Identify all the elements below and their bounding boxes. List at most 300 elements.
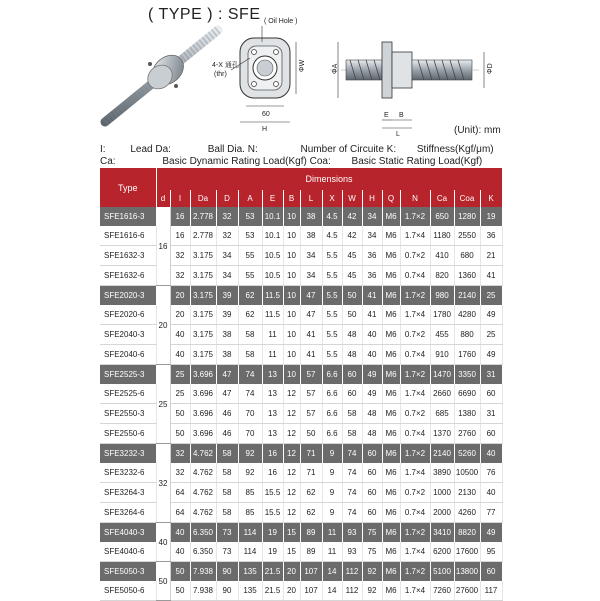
table-cell: M6	[382, 444, 400, 464]
table-cell: 135	[238, 581, 262, 601]
table-cell: 64	[170, 483, 190, 503]
table-cell: M6	[382, 305, 400, 325]
table-cell: 2000	[430, 503, 454, 523]
table-cell: 10	[283, 365, 300, 385]
d-group-cell: 50	[156, 562, 170, 601]
table-cell: M6	[382, 463, 400, 483]
table-cell: 12	[283, 384, 300, 404]
table-cell: 19	[262, 523, 283, 543]
column-header: D	[216, 190, 238, 207]
table-cell: 7.938	[190, 581, 216, 601]
table-cell: 60	[480, 562, 502, 582]
table-row	[100, 523, 502, 543]
table-cell: 49	[480, 523, 502, 543]
table-cell: 25	[480, 325, 502, 345]
table-cell: 34	[362, 226, 382, 246]
table-cell: 1.7×2	[400, 286, 430, 306]
table-cell: 1.7×2	[400, 365, 430, 385]
table-cell: 1.7×4	[400, 384, 430, 404]
type-cell: SFE4040-3	[100, 523, 156, 543]
table-cell: 77	[480, 503, 502, 523]
table-cell: 57	[300, 384, 322, 404]
table-cell: 1.7×4	[400, 463, 430, 483]
product-drawings	[0, 0, 600, 140]
table-cell: 910	[430, 345, 454, 365]
table-cell: 1780	[430, 305, 454, 325]
table-cell: M6	[382, 365, 400, 385]
table-cell: 11	[322, 542, 342, 562]
dimensions-header: Dimensions	[156, 168, 502, 190]
table-cell: 93	[342, 542, 362, 562]
table-cell: 0.7×4	[400, 424, 430, 444]
table-cell: 12	[283, 503, 300, 523]
table-cell: 32	[170, 463, 190, 483]
table-cell: 41	[300, 345, 322, 365]
table-cell: 32	[170, 246, 190, 266]
table-cell: 38	[216, 345, 238, 365]
table-cell: 5.5	[322, 246, 342, 266]
table-cell: 9	[322, 444, 342, 464]
table-cell: 7.938	[190, 562, 216, 582]
table-cell: 47	[216, 365, 238, 385]
table-cell: 2140	[454, 286, 480, 306]
table-cell: 34	[216, 246, 238, 266]
column-header: Q	[382, 190, 400, 207]
table-cell: 20	[283, 581, 300, 601]
table-cell: 53	[238, 207, 262, 226]
table-cell: 49	[362, 365, 382, 385]
table-cell: 71	[300, 444, 322, 464]
table-cell: 2.778	[190, 226, 216, 246]
table-cell: 1.7×4	[400, 581, 430, 601]
dim-e: E	[384, 112, 389, 119]
table-cell: 1.7×2	[400, 562, 430, 582]
table-cell: 57	[300, 404, 322, 424]
table-cell: 20	[170, 305, 190, 325]
table-cell: 2550	[454, 226, 480, 246]
table-cell: 1180	[430, 226, 454, 246]
table-cell: 11	[322, 523, 342, 543]
table-cell: 9	[322, 503, 342, 523]
table-cell: 3.175	[190, 286, 216, 306]
table-cell: 58	[238, 325, 262, 345]
table-cell: 11	[262, 345, 283, 365]
type-cell: SFE5050-3	[100, 562, 156, 582]
d-group-cell: 20	[156, 286, 170, 365]
table-cell: 89	[300, 523, 322, 543]
type-cell: SFE3264-6	[100, 503, 156, 523]
table-cell: 93	[342, 523, 362, 543]
type-cell: SFE3264-3	[100, 483, 156, 503]
table-cell: 11.5	[262, 286, 283, 306]
table-cell: 6.350	[190, 542, 216, 562]
page-title: ( TYPE ) : SFE	[148, 6, 261, 23]
table-cell: 58	[342, 424, 362, 444]
table-cell: 45	[342, 246, 362, 266]
table-cell: 410	[430, 246, 454, 266]
table-cell: 2660	[430, 384, 454, 404]
table-cell: 27600	[454, 581, 480, 601]
table-cell: 6.6	[322, 404, 342, 424]
table-cell: 5.5	[322, 305, 342, 325]
legend-item: Stiffness(Kgf/μm)	[416, 144, 494, 155]
table-cell: 62	[300, 483, 322, 503]
table-cell: 15	[283, 523, 300, 543]
table-cell: 25	[170, 384, 190, 404]
table-cell: 38	[216, 325, 238, 345]
table-cell: 46	[216, 404, 238, 424]
table-cell: 10.5	[262, 266, 283, 286]
table-cell: 34	[300, 246, 322, 266]
table-cell: 6690	[454, 384, 480, 404]
table-cell: M6	[382, 503, 400, 523]
table-cell: 34	[362, 207, 382, 226]
table-cell: 60	[342, 384, 362, 404]
hole-note2-label: (thr)	[214, 71, 227, 78]
table-cell: 32	[216, 226, 238, 246]
table-cell: 48	[362, 404, 382, 424]
table-cell: 3.696	[190, 365, 216, 385]
table-cell: 73	[216, 542, 238, 562]
table-cell: M6	[382, 523, 400, 543]
table-cell: 20	[283, 562, 300, 582]
table-cell: 4260	[454, 503, 480, 523]
table-cell: 12	[283, 444, 300, 464]
column-header: A	[238, 190, 262, 207]
type-cell: SFE2020-3	[100, 286, 156, 306]
type-cell: SFE5050-6	[100, 581, 156, 601]
table-cell: 40	[170, 542, 190, 562]
table-cell: 12	[283, 424, 300, 444]
type-cell: SFE2525-3	[100, 365, 156, 385]
table-cell: 685	[430, 404, 454, 424]
table-cell: 0.7×4	[400, 345, 430, 365]
table-cell: 16	[262, 444, 283, 464]
table-cell: 112	[342, 581, 362, 601]
table-cell: 880	[454, 325, 480, 345]
table-cell: 41	[362, 286, 382, 306]
table-cell: 8820	[454, 523, 480, 543]
table-cell: 34	[216, 266, 238, 286]
table-cell: M6	[382, 542, 400, 562]
table-cell: 58	[216, 444, 238, 464]
table-cell: 92	[362, 562, 382, 582]
table-cell: 1000	[430, 483, 454, 503]
table-cell: 6200	[430, 542, 454, 562]
table-cell: 74	[342, 483, 362, 503]
table-cell: 31	[480, 365, 502, 385]
column-header: I	[170, 190, 190, 207]
legend-line-2	[100, 156, 482, 167]
table-cell: 10	[283, 266, 300, 286]
table-cell: 90	[216, 581, 238, 601]
d-group-cell: 32	[156, 444, 170, 523]
spec-table	[100, 168, 503, 601]
table-cell: 40	[480, 483, 502, 503]
table-cell: 1.7×2	[400, 207, 430, 226]
type-header: Type	[100, 168, 156, 207]
table-cell: M6	[382, 404, 400, 424]
legend-line-1	[100, 144, 494, 155]
table-cell: 980	[430, 286, 454, 306]
table-cell: 39	[216, 286, 238, 306]
table-cell: 55	[238, 266, 262, 286]
table-cell: 85	[238, 483, 262, 503]
legend-item: Ball Dia. N:	[207, 144, 258, 155]
table-cell: 10	[283, 207, 300, 226]
table-cell: M6	[382, 266, 400, 286]
oil-hole-label: ( Oil Hole )	[264, 18, 298, 25]
table-cell: 50	[170, 424, 190, 444]
table-cell: 75	[362, 542, 382, 562]
table-cell: 40	[480, 444, 502, 464]
table-cell: 21.5	[262, 581, 283, 601]
table-cell: 2140	[430, 444, 454, 464]
table-cell: 6.350	[190, 523, 216, 543]
table-cell: 70	[238, 424, 262, 444]
table-cell: 32	[216, 207, 238, 226]
table-cell: 50	[342, 286, 362, 306]
table-cell: 3.175	[190, 325, 216, 345]
table-row	[100, 286, 502, 306]
table-cell: 71	[300, 463, 322, 483]
table-cell: 38	[300, 226, 322, 246]
table-cell: 21.5	[262, 562, 283, 582]
table-cell: 74	[238, 365, 262, 385]
table-cell: 47	[300, 305, 322, 325]
table-cell: M6	[382, 562, 400, 582]
table-cell: 39	[216, 305, 238, 325]
table-cell: 49	[362, 384, 382, 404]
table-cell: 64	[170, 503, 190, 523]
table-cell: 73	[216, 523, 238, 543]
table-cell: M6	[382, 483, 400, 503]
table-cell: 48	[342, 345, 362, 365]
table-cell: M6	[382, 226, 400, 246]
dim-b: B	[399, 112, 404, 119]
table-cell: 74	[342, 444, 362, 464]
table-cell: 60	[362, 503, 382, 523]
table-cell: 1.7×2	[400, 523, 430, 543]
table-cell: 36	[362, 266, 382, 286]
table-cell: 58	[216, 463, 238, 483]
table-cell: 1.7×4	[400, 305, 430, 325]
table-cell: 60	[362, 483, 382, 503]
table-cell: 10	[283, 305, 300, 325]
dim-h: H	[262, 126, 268, 133]
table-cell: 21	[480, 246, 502, 266]
table-cell: 32	[170, 444, 190, 464]
nut-front-view	[212, 18, 306, 133]
table-cell: 0.7×2	[400, 483, 430, 503]
table-cell: 3.175	[190, 345, 216, 365]
table-cell: 32	[170, 266, 190, 286]
table-cell: M6	[382, 424, 400, 444]
table-cell: 92	[238, 463, 262, 483]
table-cell: 60	[480, 384, 502, 404]
table-cell: 42	[342, 207, 362, 226]
table-cell: 36	[480, 226, 502, 246]
table-cell: 16	[170, 207, 190, 226]
table-cell: 0.7×4	[400, 266, 430, 286]
table-cell: 5.5	[322, 325, 342, 345]
table-cell: 75	[362, 523, 382, 543]
column-header: L	[300, 190, 322, 207]
table-cell: 47	[216, 384, 238, 404]
table-cell: 31	[480, 404, 502, 424]
table-cell: 89	[300, 542, 322, 562]
table-cell: 1.7×2	[400, 444, 430, 464]
table-cell: 114	[238, 542, 262, 562]
table-cell: 60	[480, 424, 502, 444]
table-cell: 50	[342, 305, 362, 325]
table-cell: 50	[170, 562, 190, 582]
table-row	[100, 365, 502, 385]
table-cell: 0.7×2	[400, 404, 430, 424]
table-cell: 6.6	[322, 424, 342, 444]
table-cell: 5.5	[322, 286, 342, 306]
table-cell: 680	[454, 246, 480, 266]
column-header: K	[480, 190, 502, 207]
dim-phi-d: ΦD	[487, 63, 494, 74]
table-cell: 13800	[454, 562, 480, 582]
table-cell: 14	[322, 562, 342, 582]
table-cell: 2760	[454, 424, 480, 444]
legend-item: I:	[100, 144, 106, 155]
type-cell: SFE2040-3	[100, 325, 156, 345]
column-header-row	[100, 190, 502, 207]
table-cell: 92	[238, 444, 262, 464]
table-cell: 40	[362, 325, 382, 345]
table-cell: 20	[170, 286, 190, 306]
table-cell: 40	[170, 523, 190, 543]
table-cell: 455	[430, 325, 454, 345]
column-header: Da	[190, 190, 216, 207]
legend-item: Basic Static Rating Load(Kgf)	[351, 156, 483, 167]
table-row	[100, 207, 502, 226]
table-cell: M6	[382, 207, 400, 226]
table-cell: 4.5	[322, 207, 342, 226]
type-cell: SFE2525-6	[100, 384, 156, 404]
table-cell: 53	[238, 226, 262, 246]
column-header: d	[156, 190, 170, 207]
dim-phi-w: ΦW	[299, 59, 306, 72]
hole-note-label: 4-X 通孔	[212, 62, 239, 69]
column-header: W	[342, 190, 362, 207]
table-cell: 1760	[454, 345, 480, 365]
table-cell: 11	[262, 325, 283, 345]
table-cell: 41	[362, 305, 382, 325]
table-cell: 1.7×4	[400, 542, 430, 562]
table-cell: 820	[430, 266, 454, 286]
table-cell: 41	[480, 266, 502, 286]
table-cell: 74	[342, 503, 362, 523]
table-cell: 48	[362, 424, 382, 444]
d-group-cell: 40	[156, 523, 170, 562]
table-cell: 3.175	[190, 266, 216, 286]
table-cell: 6.6	[322, 365, 342, 385]
type-cell: SFE1616-3	[100, 207, 156, 226]
table-cell: 90	[216, 562, 238, 582]
table-cell: 4.5	[322, 226, 342, 246]
table-cell: 9	[322, 463, 342, 483]
column-header: B	[283, 190, 300, 207]
table-cell: M6	[382, 325, 400, 345]
table-row	[100, 562, 502, 582]
table-cell: 10	[283, 325, 300, 345]
type-cell: SFE1632-3	[100, 246, 156, 266]
table-cell: 11.5	[262, 305, 283, 325]
table-cell: 10	[283, 286, 300, 306]
table-cell: 9	[322, 483, 342, 503]
table-cell: 1360	[454, 266, 480, 286]
table-cell: M6	[382, 581, 400, 601]
table-cell: 58	[238, 345, 262, 365]
table-cell: 62	[238, 286, 262, 306]
table-cell: 3.696	[190, 404, 216, 424]
table-cell: 76	[480, 463, 502, 483]
unit-label: (Unit): mm	[454, 125, 501, 136]
table-cell: 4.762	[190, 503, 216, 523]
table-cell: 46	[216, 424, 238, 444]
table-cell: 19	[262, 542, 283, 562]
table-cell: 3.696	[190, 424, 216, 444]
table-cell: 40	[170, 345, 190, 365]
table-cell: 85	[238, 503, 262, 523]
table-cell: 40	[170, 325, 190, 345]
type-cell: SFE1616-6	[100, 226, 156, 246]
table-cell: 10	[283, 246, 300, 266]
table-cell: 40	[362, 345, 382, 365]
column-header: X	[322, 190, 342, 207]
table-cell: 47	[300, 286, 322, 306]
table-cell: 38	[300, 207, 322, 226]
table-cell: 5260	[454, 444, 480, 464]
table-cell: 10500	[454, 463, 480, 483]
legend-item: Lead Da:	[130, 144, 171, 155]
table-cell: 10.1	[262, 207, 283, 226]
table-cell: 3350	[454, 365, 480, 385]
type-cell: SFE2550-6	[100, 424, 156, 444]
table-cell: 25	[170, 365, 190, 385]
table-cell: 0.7×4	[400, 503, 430, 523]
table-cell: 10.1	[262, 226, 283, 246]
table-cell: 60	[362, 463, 382, 483]
table-cell: 4.762	[190, 483, 216, 503]
table-cell: 7260	[430, 581, 454, 601]
table-cell: 14	[322, 581, 342, 601]
table-cell: 3.696	[190, 384, 216, 404]
table-cell: 16	[170, 226, 190, 246]
table-cell: 58	[216, 503, 238, 523]
table-cell: 62	[300, 503, 322, 523]
type-cell: SFE2040-6	[100, 345, 156, 365]
table-cell: 50	[300, 424, 322, 444]
table-cell: 114	[238, 523, 262, 543]
table-cell: 0.7×2	[400, 325, 430, 345]
table-cell: 41	[300, 325, 322, 345]
table-cell: 74	[342, 463, 362, 483]
table-cell: 95	[480, 542, 502, 562]
table-cell: 3.175	[190, 246, 216, 266]
table-cell: 60	[362, 444, 382, 464]
table-cell: 58	[342, 404, 362, 424]
table-cell: 2.778	[190, 207, 216, 226]
table-cell: 42	[342, 226, 362, 246]
type-cell: SFE3232-6	[100, 463, 156, 483]
table-cell: 0.7×2	[400, 246, 430, 266]
legend-item: Number of Circuite K:	[300, 144, 397, 155]
